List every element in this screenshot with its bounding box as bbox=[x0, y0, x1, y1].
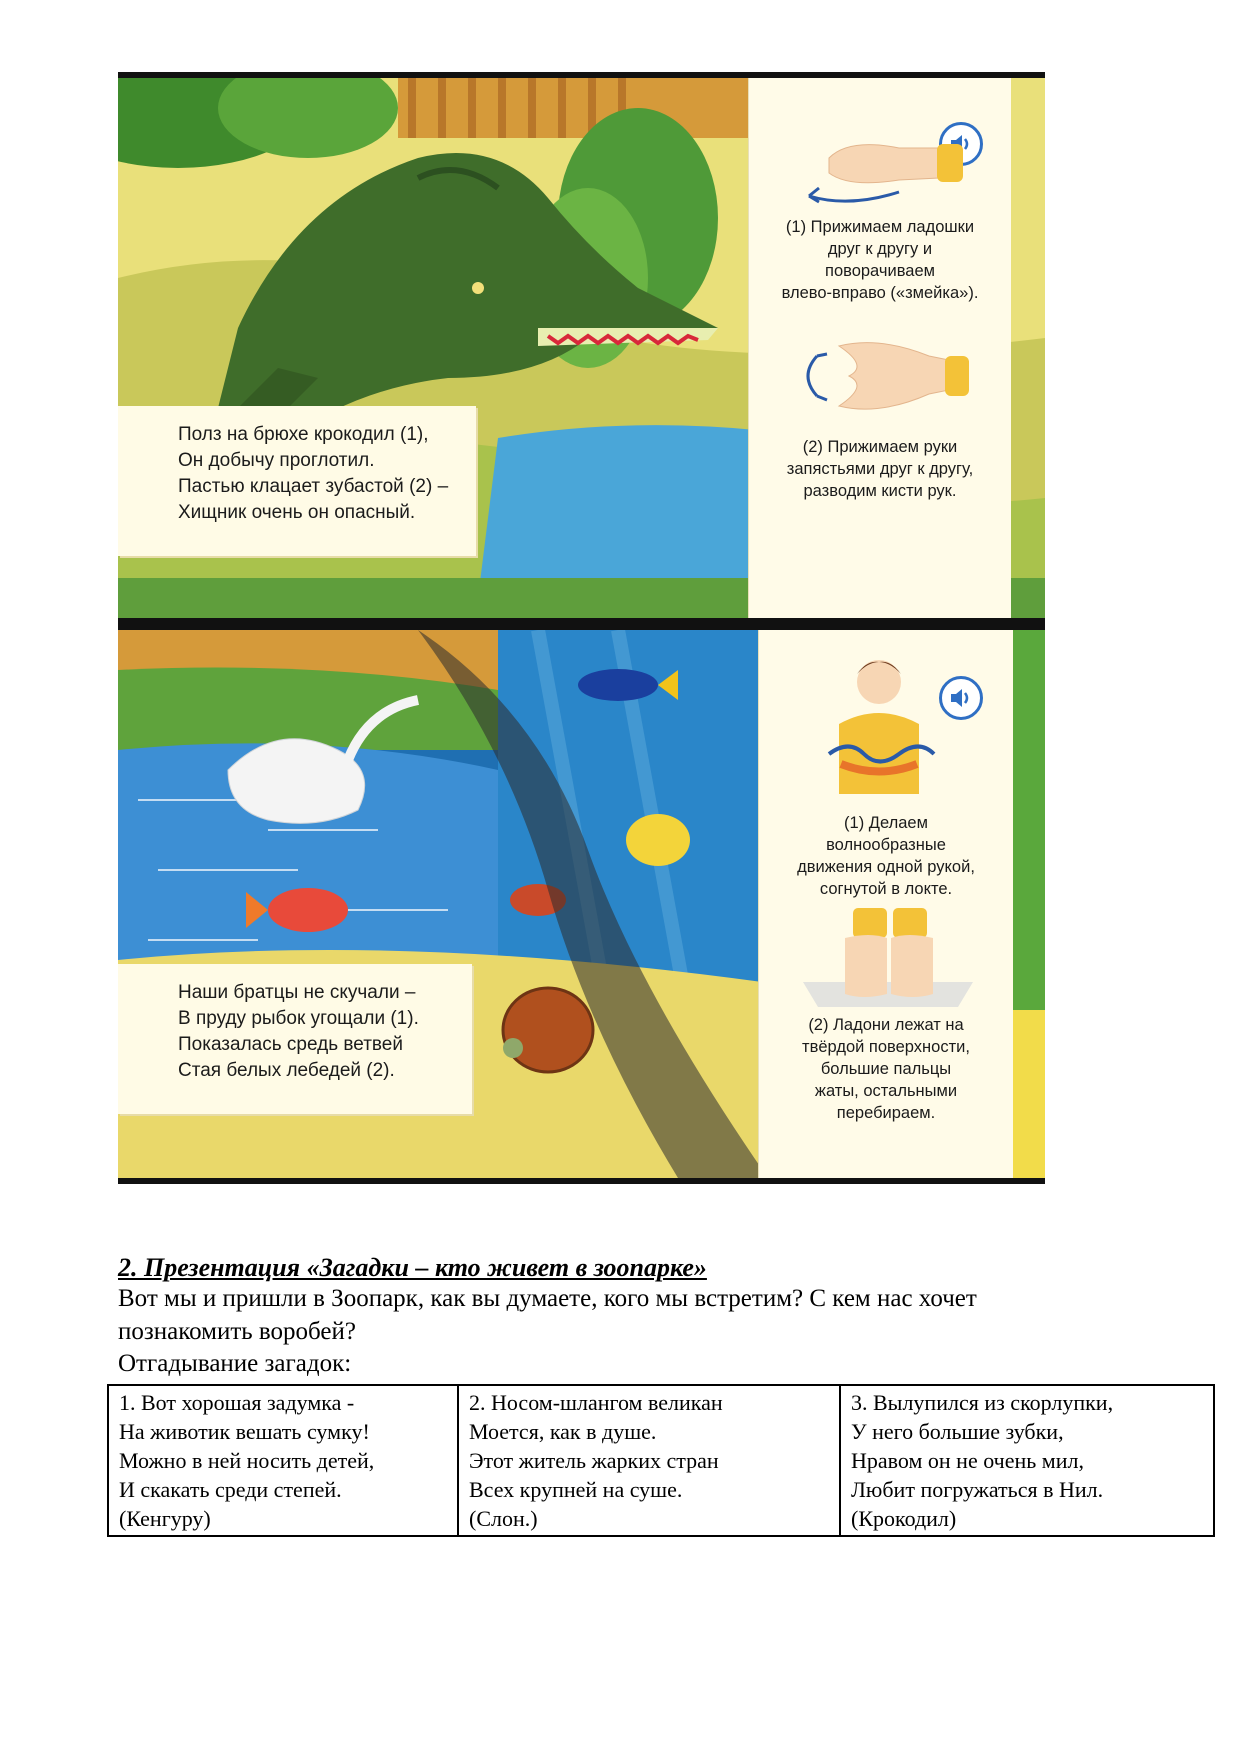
instruction-scroll-pond bbox=[758, 630, 1013, 1178]
riddle-answer: (Слон.) bbox=[469, 1506, 538, 1531]
riddle-cell-elephant bbox=[458, 1385, 840, 1536]
boy-wave-motion-icon bbox=[819, 644, 939, 804]
palms-together-icon bbox=[789, 118, 969, 208]
rhyme-line: Стая белых лебедей (2). bbox=[178, 1060, 395, 1081]
riddle-line: 3. Вылупился из скорлупки, bbox=[851, 1390, 1114, 1415]
riddle-line: 1. Вот хорошая задумка - bbox=[119, 1390, 355, 1415]
crocodile-illustration-panel bbox=[118, 72, 1045, 624]
rhyme-line: Наши братцы не скучали – bbox=[178, 982, 416, 1003]
instruction-scroll-crocodile bbox=[748, 78, 1011, 618]
rhyme-line: Полз на брюхе крокодил (1), bbox=[178, 424, 429, 445]
rhyme-line: Он добычу проглотил. bbox=[178, 450, 375, 471]
riddle-line: Моется, как в душе. bbox=[469, 1419, 657, 1444]
riddle-line: На животик вешать сумку! bbox=[119, 1419, 370, 1444]
rhyme-card-crocodile bbox=[118, 406, 476, 556]
riddle-line: Нравом он не очень мил, bbox=[851, 1448, 1084, 1473]
pond-illustration-panel bbox=[118, 624, 1045, 1184]
riddle-line: Любит погружаться в Нил. bbox=[851, 1477, 1104, 1502]
riddles-table bbox=[107, 1384, 1215, 1537]
riddle-answer: (Кенгуру) bbox=[119, 1506, 211, 1531]
section-title: 2. Презентация «Загадки – кто живет в зоопарке» bbox=[118, 1253, 707, 1282]
rhyme-card-pond bbox=[118, 964, 472, 1114]
intro-text-line1: Вот мы и пришли в Зоопарк, как вы думаете, кого мы встретим? С кем нас хочет bbox=[118, 1285, 977, 1312]
riddle-line: Можно в ней носить детей, bbox=[119, 1448, 375, 1473]
riddle-line: Этот житель жарких стран bbox=[469, 1448, 719, 1473]
intro-text-line2: познакомить воробей? bbox=[118, 1318, 357, 1345]
table-row bbox=[108, 1385, 1214, 1536]
riddle-line: Всех крупней на суше. bbox=[469, 1477, 683, 1502]
rhyme-line: Показалась средь ветвей bbox=[178, 1034, 403, 1055]
speaker-icon[interactable] bbox=[939, 676, 983, 720]
riddle-cell-crocodile bbox=[840, 1385, 1214, 1536]
riddle-line: У него большие зубки, bbox=[851, 1419, 1064, 1444]
rhyme-line: Пастью клацает зубастой (2) – bbox=[178, 476, 449, 497]
instruction-caption: (2) Ладони лежат на твёрдой поверхности, большие пальцы жаты, остальными перебираем. bbox=[802, 1016, 970, 1122]
instruction-caption: (2) Прижимаем руки запястьями друг к другу, разводим кисти рук. bbox=[786, 438, 974, 500]
instruction-caption: (1) Делаем волнообразные движения одной рукой, согнутой в локте. bbox=[797, 814, 975, 898]
riddle-line: 2. Носом-шлангом великан bbox=[469, 1390, 723, 1415]
hands-on-surface-icon bbox=[783, 902, 993, 1012]
riddle-line: И скакать среди степей. bbox=[119, 1477, 342, 1502]
riddle-answer: (Крокодил) bbox=[851, 1506, 957, 1531]
riddles-label: Отгадывание загадок: bbox=[118, 1350, 352, 1377]
instruction-caption: (1) Прижимаем ладошки друг к другу и поворачиваем влево-вправо («змейка»). bbox=[781, 218, 979, 302]
rhyme-line: В пруду рыбок угощали (1). bbox=[178, 1008, 419, 1029]
riddle-cell-kangaroo bbox=[108, 1385, 458, 1536]
open-jaws-hands-icon bbox=[789, 326, 979, 426]
rhyme-line: Хищник очень он опасный. bbox=[178, 502, 416, 523]
